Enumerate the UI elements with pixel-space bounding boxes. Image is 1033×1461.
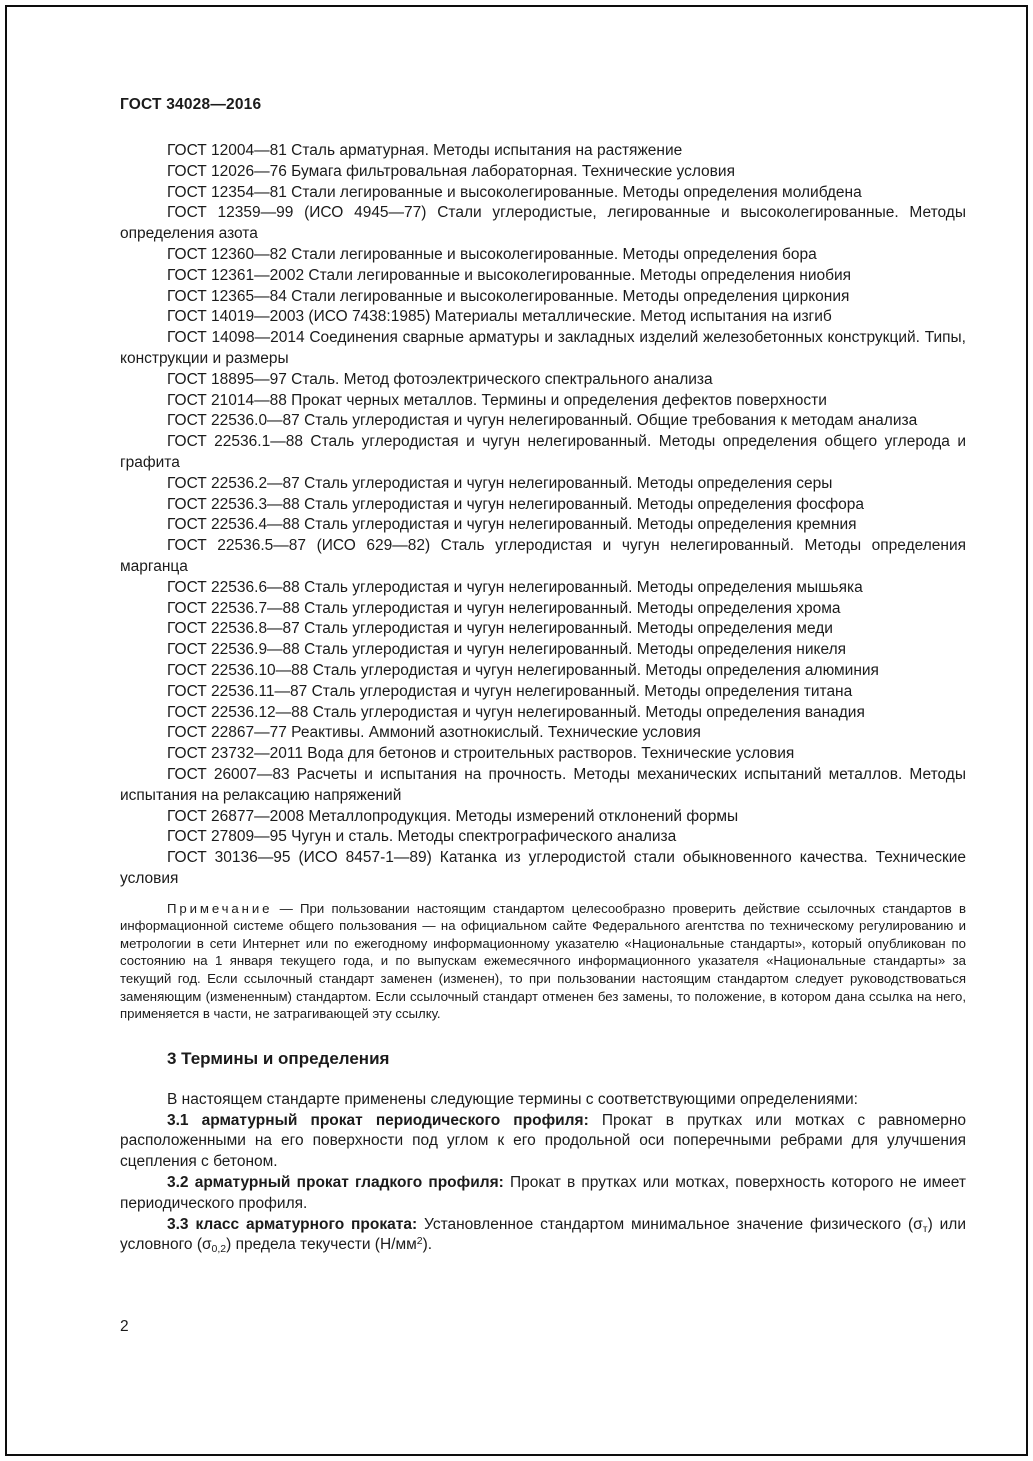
terms-section <box>120 1090 966 1256</box>
reference-item: ГОСТ 22536.10—88 Сталь углеродистая и чугун нелегированный. Методы определения алюминия <box>167 661 879 679</box>
sigma-subscript: 0,2 <box>211 1243 227 1256</box>
term-paragraph <box>120 1215 966 1257</box>
reference-item: ГОСТ 22536.11—87 Сталь углеродистая и чугун нелегированный. Методы определения титана <box>167 682 853 700</box>
reference-item: ГОСТ 22536.0—87 Сталь углеродистая и чугун нелегированный. Общие требования к методам анализа <box>167 412 918 430</box>
reference-item: ГОСТ 22536.7—88 Сталь углеродистая и чугун нелегированный. Методы определения хрома <box>167 599 841 617</box>
reference-item: ГОСТ 22536.12—88 Сталь углеродистая и чугун нелегированный. Методы определения ванадия <box>167 703 865 721</box>
reference-item: ГОСТ 22536.2—87 Сталь углеродистая и чугун нелегированный. Методы определения серы <box>167 474 833 492</box>
reference-item: ГОСТ 14019—2003 (ИСО 7438:1985) Материалы металлические. Метод испытания на изгиб <box>167 308 832 326</box>
term-label: 3.2 арматурный прокат гладкого профиля: <box>167 1174 504 1192</box>
reference-item: ГОСТ 22867—77 Реактивы. Аммоний азотнокислый. Технические условия <box>167 724 701 742</box>
note-paragraph <box>120 900 966 1023</box>
reference-item: ГОСТ 27809—95 Чугун и сталь. Методы спектрографического анализа <box>167 828 677 846</box>
term-paragraph <box>120 1173 966 1215</box>
term-label: 3.3 класс арматурного проката: <box>167 1215 418 1233</box>
term-definition: ) предела текучести (Н/мм <box>226 1236 417 1254</box>
reference-item: ГОСТ 30136—95 (ИСО 8457-1—89) Катанка из углеродистой стали обыкновенного качества. Технические условия <box>120 849 966 887</box>
page-content <box>120 96 966 1256</box>
reference-item: ГОСТ 22536.9—88 Сталь углеродистая и чугун нелегированный. Методы определения никеля <box>167 641 847 659</box>
reference-item: ГОСТ 22536.3—88 Сталь углеродистая и чугун нелегированный. Методы определения фосфора <box>167 495 865 513</box>
reference-item: ГОСТ 23732—2011 Вода для бетонов и строительных растворов. Технические условия <box>167 745 795 763</box>
reference-item: ГОСТ 22536.8—87 Сталь углеродистая и чугун нелегированный. Методы определения меди <box>167 620 833 638</box>
terms-intro-paragraph: В настоящем стандарте применены следующие термины с соответствующими определениями: <box>167 1090 858 1108</box>
reference-item: ГОСТ 22536.6—88 Сталь углеродистая и чугун нелегированный. Методы определения мышьяка <box>167 578 863 596</box>
term-definition: ) или условного (σ <box>120 1215 966 1254</box>
reference-item: ГОСТ 21014—88 Прокат черных металлов. Термины и определения дефектов поверхности <box>167 391 827 409</box>
reference-item: ГОСТ 22536.1—88 Сталь углеродистая и чугун нелегированный. Методы определения общего углерода и графита <box>120 433 966 471</box>
sigma-subscript: т <box>922 1222 928 1235</box>
term-definition: Установленное стандартом минимальное значение физического (σ <box>424 1215 923 1233</box>
page-number: 2 <box>120 1318 129 1335</box>
reference-item: ГОСТ 26877—2008 Металлопродукция. Методы измерений отклонений формы <box>167 807 739 825</box>
unit-superscript: 2 <box>416 1235 423 1248</box>
reference-item: ГОСТ 18895—97 Сталь. Метод фотоэлектрического спектрального анализа <box>167 370 713 388</box>
term-definition: Прокат в прутках или мотках, поверхность которого не имеет периодического профиля. <box>120 1174 967 1212</box>
note-label: Примечание <box>167 900 273 916</box>
reference-item: ГОСТ 12359—99 (ИСО 4945—77) Стали углеродистые, легированные и высоколегированные. Методы определения азота <box>120 204 966 243</box>
reference-item: ГОСТ 12354—81 Стали легированные и высоколегированные. Методы определения молибдена <box>167 183 862 201</box>
note-body: — При пользовании настоящим стандартом целесообразно проверить действие ссылочных стандартов в информационной системе общего пользования — на официальном сайте Федерального агентства по техническому регулированию и метрологии в сети Интернет или по ежегодному информационному указателю «Национальные стандарты», который опубликован по состоянию на 1 января текущего года, и по выпускам ежемесячного информационного указателя «Национальные стандарты» за текущий год. Если ссылочный стандарт заменен (изменен), то при пользовании настоящим стандартом следует руководствоваться заменяющим (измененным) стандартом. Если ссылочный стандарт отменен без замены, то положение, в котором дана ссылка на него, применяется в части, не затрагивающей эту ссылку. <box>120 900 966 1022</box>
reference-item: ГОСТ 12361—2002 Стали легированные и высоколегированные. Методы определения ниобия <box>167 266 852 284</box>
term-paragraph <box>120 1111 966 1173</box>
term-definition: Прокат в прутках или мотках с равномерно расположенными на его поверхности под углом к его продольной оси поперечными ребрами для улучшения сцепления с бетоном. <box>120 1111 966 1171</box>
reference-item: ГОСТ 12365—84 Стали легированные и высоколегированные. Методы определения циркония <box>167 287 850 305</box>
reference-item: ГОСТ 12360—82 Стали легированные и высоколегированные. Методы определения бора <box>167 245 817 263</box>
reference-item: ГОСТ 14098—2014 Соединения сварные арматуры и закладных изделий железобетонных конструкций. Типы, конструкции и размеры <box>120 329 966 367</box>
reference-item: ГОСТ 12004—81 Сталь арматурная. Методы испытания на растяжение <box>167 142 683 159</box>
reference-item: ГОСТ 22536.4—88 Сталь углеродистая и чугун нелегированный. Методы определения кремния <box>167 516 857 534</box>
term-definition: ). <box>422 1236 433 1254</box>
section-heading: 3 Термины и определения <box>167 1048 390 1068</box>
reference-item: ГОСТ 26007—83 Расчеты и испытания на прочность. Методы механических испытаний металлов. Методы испытания на релаксацию напряжений <box>120 765 966 804</box>
reference-item: ГОСТ 22536.5—87 (ИСО 629—82) Сталь углеродистая и чугун нелегированный. Методы определения марганца <box>120 537 966 575</box>
references-list <box>120 141 966 890</box>
document-header: ГОСТ 34028—2016 <box>120 96 262 113</box>
reference-item: ГОСТ 12026—76 Бумага фильтровальная лабораторная. Технические условия <box>167 162 735 180</box>
term-label: 3.1 арматурный прокат периодического профиля: <box>167 1111 589 1129</box>
